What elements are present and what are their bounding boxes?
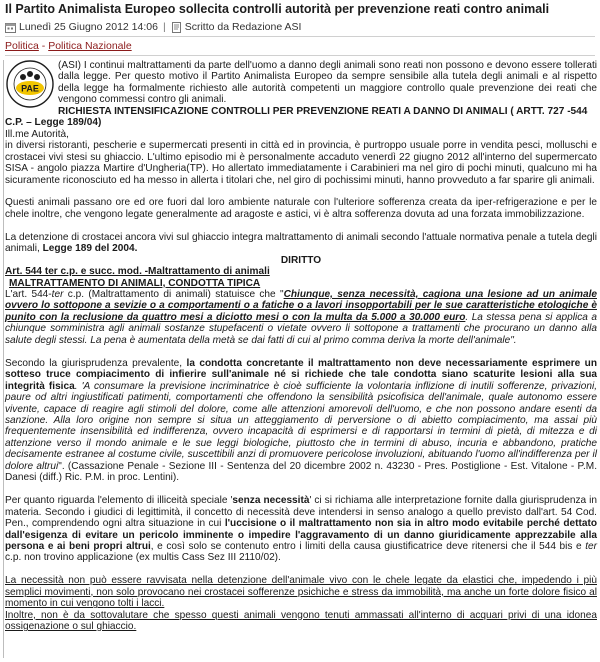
p4-text-b: c.p. (Maltrattamento di animali) statuisce che " [63,289,284,301]
section-heading-diritto: DIRITTO [280,254,322,266]
p4-text-a: L'art. 544- [5,289,52,301]
spacer [5,186,597,197]
intro-paragraph: (ASI) I continui maltrattamenti da parte dell'uomo a danno degli animali sono reati non possono e devono essere tollerati dalla legge. Per questo motivo il Partito Animalista Europeo da sempre sensibile alla tutela degli animali e al rispetto della legge ha formalmente richiesto alle autorità competenti un maggiore controllo quale prevenzione dei reati che vengono commessi contro gli animali. [58,60,597,106]
article-date: Lunedì 25 Giugno 2012 14:06 [19,21,158,33]
request-heading [5,106,597,117]
condotta-heading: MALTRATTAMENTO DI ANIMALI, CONDOTTA TIPICA [9,277,261,289]
p6-text-d: c.p. non trovino applicazione (ex multis Cass Sez III 2110/02). [5,552,281,564]
p5-citation: ". (Cassazione Penale - Sezione III - Sentenza del 20 dicembre 2002 n. 43230 - Pres. Postiglione - Est. Vitalone - P.M. Danesi (diff.) Ric. P.M. in proc. Lentini). [5,460,597,484]
p6-text-c: , e così solo se contenuto entro i limiti della causa giustificatrice deve ritenersi che il 544 bis e [150,540,586,552]
left-border [3,60,4,658]
article-544-heading: Art. 544 ter c.p. e succ. mod. -Maltrattamento di animali [5,266,270,278]
salutation: Ill.me Autorità, [5,128,69,140]
article-author: Scritto da Redazione ASI [184,21,302,33]
spacer [5,346,597,357]
logo-text: PAE [21,83,39,94]
p6-ter: ter [585,540,597,552]
paragraph-2: Questi animali passano ore ed ore fuori dal loro ambiente naturale con l'ulteriore sofferenza creata da iper-refrigerazione e per le chele inoltre, che vengono legate generalmente ad aragoste e astici, vi è altra sofferenza dovuta ad una forzata immobilizzazione. [5,197,597,220]
request-heading-line1: RICHIESTA INTENSIFICAZIONE CONTROLLI PER PREVENZIONE REATI A DANNO DI ANIMALI ( ARTT. 727 -544 [58,105,588,117]
p6-bold: l'uccisione o il maltrattamento non sia in altro modo evitabile perché dettato dall'esigenza di evitare un pericolo imminente o impedire l'aggravamento di un danno giuridicamente apprezzabile alla persona e ai beni propri altrui [5,518,597,552]
category-link[interactable]: Politica [5,40,39,52]
author-icon [171,22,182,33]
spacer [5,484,597,495]
paragraph-4 [5,289,597,346]
paragraph-3 [5,232,597,255]
law-reference: Legge 189 del 2004. [42,243,138,255]
p5-text-a: Secondo la giurisprudenza prevalente, [5,357,187,369]
p6-text-b: ' ci si richiama alle interpretazione fornite dalla giurisprudenza in materia. Secondo i giudici di legittimità, il concetto di necessità deve intendersi in senso analogo a quello previsto dall'art. 54 Cod. Pen., comprendendo ogni altra situazione in cui [5,495,597,530]
paragraph-5 [5,358,597,484]
meta-divider [5,36,595,37]
paragraph-6 [5,495,597,564]
p4-text-c: . La stessa pena si applica a chiunque somministra agli animali sostanze stupefacenti o vietate ovvero li sottopone a trattamenti che procurano un danno alla salute degli stessi. La pena è aumentata della metà se dai fatti di cui al primo comma deriva la morte dell'animale". [5,311,597,346]
request-heading-line2: C.P. – Legge 189/04) [5,117,102,129]
subcategory-link[interactable]: Politica Nazionale [48,40,132,52]
article-title[interactable]: Il Partito Animalista Europeo sollecita controlli autorità per prevenzione reati contro animali [5,2,550,16]
category-divider [5,55,595,56]
spacer [5,564,597,575]
p4-quote: Chiunque, senza necessità, cagiona una lesione ad un animale ovvero lo sottopone a sevizie o a comportamenti o a fatiche o a lavori insopportabili per le sue caratteristiche etologiche è punito con la reclusione da quattro mesi a diciotto mesi o con la multa da 5.000 a 30.000 euro [5,289,597,323]
article-meta [5,20,301,34]
calendar-icon [5,22,16,33]
p6-bold-term: senza necessità [232,495,310,507]
p4-ter: ter [51,289,64,301]
p5-bold: la condotta concretante il maltrattamento non deve necessariamente esprimere un sotteso truce compiacimento di infierire sull'animale né si richiede che tale condotta siano scaturite lesioni alla sua integrità fisica [5,357,598,392]
paragraph-1: in diversi ristoranti, pescherie e supermercati presenti in città ed in provincia, è purtroppo usuale porre in vendita pesci, molluschi e crostacei vivi stesi su ghiaccio. L'ultimo episodio mi è personalmente accaduto venerdì 22 giugno 2012 all'interno del supermercato SISA - angolo piazza Martire d'Ungheria(TP). Ho allertato immediatamente i Carabinieri ma nel giro di pochi minuti, qualcuno mi ha sicuramente riconosciuto ed ha messo in allerta i titolari che, nel giro di pochissimi minuti, hanno provveduto a far sparire gli animali. [5,140,597,186]
spacer [5,220,597,231]
paragraph-7: La necessità non può essere ravvisata nella detenzione dell'animale vivo con le chele legate da elastici che, impedendo i più semplici movimenti, non solo provocano nei crostacei sofferenze psichiche e stress da immobilità, ma anche un forte dolore fisico al momento in cui vengono tolti i lacci. [5,575,597,610]
paragraph-8: Inoltre, non è da sottovalutare che spesso questi animali vengono tenuti ammassati all'interno di acquari privi di una idonea ossigenazione o sul ghiaccio. [5,609,597,633]
paragraph-3-text: La detenzione di crostacei ancora vivi sul ghiaccio integra maltrattamento di animali secondo l'attuale normativa penale a tutela degli animali, [5,231,597,255]
meta-separator: | [162,21,166,33]
category-breadcrumb [5,40,132,52]
p5-italic: . 'A consumare la previsione incriminatrice è cioè sufficiente la volontaria inflizione di inutili sofferenze, privazioni, paure od altri ingiustificati patimenti, comportamenti che offendono la sensibilità psicofisica dell'animale, quale autonomo essere vivente, capace di reagire agli stimoli del dolore, come alle attenzioni amorevoli dell'uomo, e che non possono andare esenti da sanzione. Alla loro origine non sempre si situa un atteggiamento di perversione o di abietto compiacimento, ma assai più frequentemente insensibilità ed indifferenza, ovvero incapacità di esprimersi e di rapportarsi in termini di pietà, di mitezza e di attenzione verso il mondo animale e le sue leggi biologiche, piuttosto che in termini di abuso, incuria e abbandono, pratiche decisamente estranee al costume civile, suscettibili anzi di promuovere pericolose involuzioni, abituando l'uomo all'indifferenza per il dolore altrui [5,380,597,472]
p6-text-a: Per quanto riguarda l'elemento di illiceità speciale ' [5,495,233,507]
article-body [5,60,597,633]
breadcrumb-separator: - [41,40,49,52]
